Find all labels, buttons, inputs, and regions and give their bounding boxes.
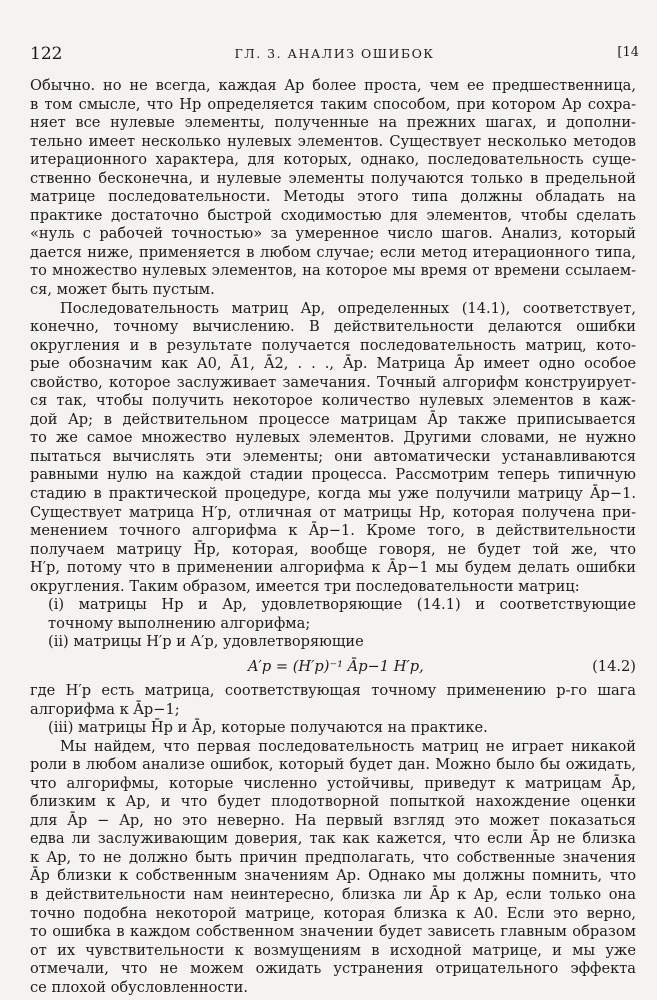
text-line: рые обозначим как A0, Ā1, Ā2, . . ., Āp. Матрица Āp имеет одно особое bbox=[30, 355, 636, 373]
text-line: то множество нулевых элементов, на которое мы время от времени ссылаем- bbox=[30, 262, 636, 280]
text-line: отмечали, что не можем ожидать устранения отрицательного эффекта bbox=[30, 960, 636, 978]
section-mark: [14 bbox=[617, 45, 639, 60]
text-line: матрице последовательности. Методы этого типа должны обладать на bbox=[30, 188, 636, 206]
page-body bbox=[30, 77, 636, 997]
text-line: то же самое множество нулевых элементов. Другими словами, не нужно bbox=[30, 429, 636, 447]
text-line: се плохой обусловленности. bbox=[30, 978, 248, 996]
text-line: округления. Таким образом, имеется три последовательности матриц: bbox=[30, 577, 580, 595]
text-line: равными нулю на каждой стадии процесса. Рассмотрим теперь типичную bbox=[30, 466, 636, 484]
paragraph-3 bbox=[30, 738, 636, 998]
text-line: конечно, точному вычислению. В действительности делаются ошибки bbox=[30, 318, 636, 336]
paragraph-1 bbox=[30, 77, 636, 300]
text-line: пытаться вычислять эти элементы; они автоматически устанавливаются bbox=[30, 447, 636, 465]
page-number: 122 bbox=[30, 44, 63, 64]
list-item-3 bbox=[30, 719, 636, 738]
text-line: округления и в результате получается последовательность матриц, кото- bbox=[30, 336, 636, 354]
running-title: ГЛ. 3. АНАЛИЗ ОШИБОК bbox=[234, 46, 435, 61]
text-line: для Āp − Ap, но это неверно. На первый взгляд это может показаться bbox=[30, 811, 636, 829]
equation-number: (14.2) bbox=[592, 657, 636, 675]
text-line: ся так, чтобы получить некоторое количество нулевых элементов в каж- bbox=[30, 392, 636, 410]
text-line: едва ли заслуживающим доверия, так как кажется, что если Āp не близка bbox=[30, 830, 636, 848]
text-line: ся, может быть пустым. bbox=[30, 281, 215, 299]
text-line: от их чувствительности к возмущениям в исходной матрице, и мы уже bbox=[30, 941, 636, 959]
text-line: (ii) матрицы H′p и A′p, удовлетворяющие bbox=[48, 633, 364, 651]
list-item-2 bbox=[30, 633, 636, 652]
text-line: практике достаточно быстрой сходимостью для элементов, чтобы сделать bbox=[30, 206, 636, 224]
text-line: (iii) матрицы H̄p и Āp, которые получаются на практике. bbox=[48, 719, 488, 737]
text-line: в том смысле, что Hp определяется таким способом, при котором Ap сохра- bbox=[30, 95, 636, 113]
text-line: (i) матрицы Hp и Ap, удовлетворяющие (14.1) и соответствующие bbox=[48, 596, 636, 614]
list-item-1 bbox=[30, 596, 636, 633]
text-line: итерационного характера, для которых, однако, последовательность суще- bbox=[30, 151, 636, 169]
equation-14-2 bbox=[30, 652, 636, 682]
text-line: что алгорифмы, которые численно устойчивы, приведут к матрицам Āp, bbox=[30, 774, 636, 792]
equation-formula: A′p = (H′p)⁻¹ Āp−1 H′p, bbox=[248, 657, 424, 675]
text-line: тельно имеет несколько нулевых элементов. Существует несколько методов bbox=[30, 132, 636, 150]
equation-explanation bbox=[30, 682, 636, 719]
text-line: где H′p есть матрица, соответствующая точному применению p-го шага bbox=[30, 681, 636, 699]
text-line: ственно бесконечна, и нулевые элементы получаются только в предельной bbox=[30, 169, 636, 187]
text-line: Существует матрица H′p, отличная от матрицы Hp, которая получена при- bbox=[30, 503, 636, 521]
text-line: в действительности нам неинтересно, близка ли Āp к Ap, если только она bbox=[30, 885, 636, 903]
text-line: стадию в практической процедуре, когда мы уже получили матрицу Āp−1. bbox=[30, 485, 636, 503]
text-line: H′p, потому что в применении алгорифма к Āp−1 мы будем делать ошибки bbox=[30, 559, 636, 577]
text-line: дой Ap; в действительном процессе матрицам Āp также приписывается bbox=[30, 410, 636, 428]
text-line: менением точного алгорифма к Āp−1. Кроме того, в действительности bbox=[30, 522, 636, 540]
text-line: няет все нулевые элементы, полученные на прежних шагах, и дополни- bbox=[30, 114, 636, 132]
text-line: близким к Ap, и что будет плодотворной попыткой нахождение оценки bbox=[30, 793, 636, 811]
text-line: Мы найдем, что первая последовательность матриц не играет никакой bbox=[60, 737, 636, 755]
text-line: точно подобна некоторой матрице, которая близка к A0. Если это верно, bbox=[30, 904, 636, 922]
text-line: Āp близки к собственным значениям Ap. Однако мы должны помнить, что bbox=[30, 867, 636, 885]
text-line: то ошибка в каждом собственном значении будет зависеть главным образом bbox=[30, 923, 636, 941]
text-line: Последовательность матриц Ap, определенных (14.1), соответствует, bbox=[60, 299, 636, 317]
text-line: алгорифма к Āp−1; bbox=[30, 700, 180, 718]
paragraph-2 bbox=[30, 300, 636, 597]
text-line: получаем матрицу H̄p, которая, вообще говоря, не будет той же, что bbox=[30, 540, 636, 558]
text-line: роли в любом анализе ошибок, который будет дан. Можно было бы ожидать, bbox=[30, 756, 636, 774]
text-line: «нуль с рабочей точностью» за умеренное число шагов. Анализ, который bbox=[30, 225, 636, 243]
text-line: точному выполнению алгорифма; bbox=[48, 614, 311, 632]
text-line: дается ниже, применяется в любом случае; если метод итерационного типа, bbox=[30, 243, 636, 261]
text-line: к Ap, то не должно быть причин предполагать, что собственные значения bbox=[30, 848, 636, 866]
text-line: свойство, которое заслуживает замечания. Точный алгорифм конструирует- bbox=[30, 373, 636, 391]
text-line: Обычно. но не всегда, каждая Ap более проста, чем ее предшественница, bbox=[30, 77, 636, 94]
